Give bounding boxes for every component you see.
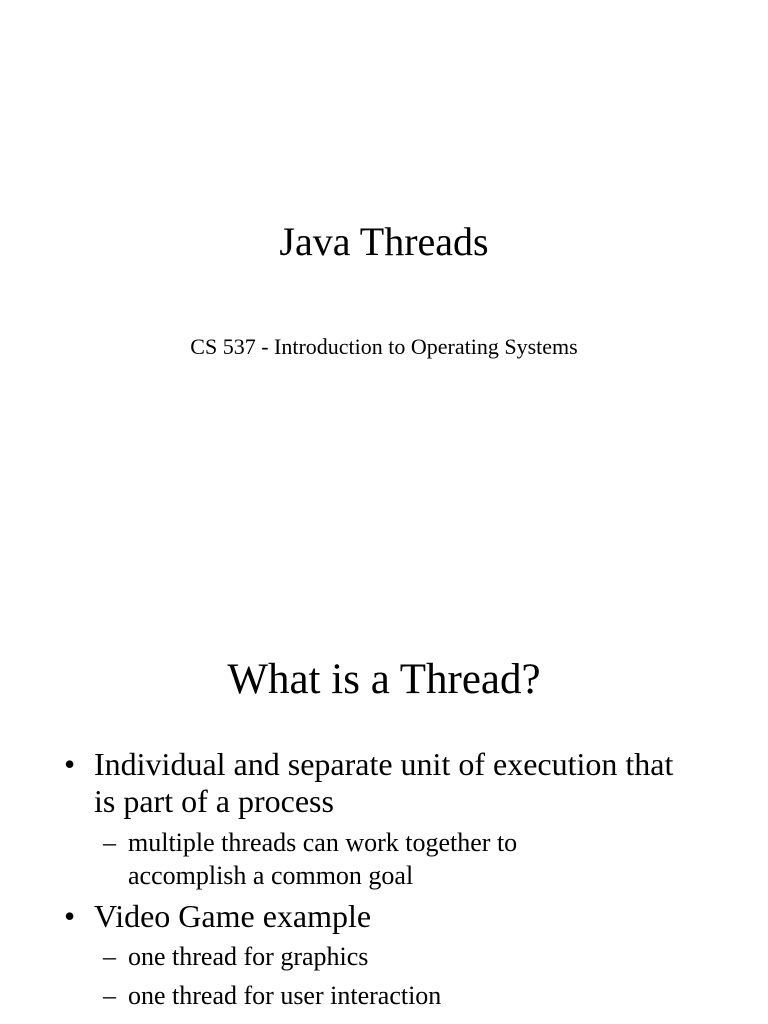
sub-bullet-text: multiple threads can work together to accomplish a common goal — [128, 828, 518, 890]
slide-subtitle: CS 537 - Introduction to Operating Systems — [190, 334, 578, 359]
slide-title: What is a Thread? — [227, 656, 541, 703]
sub-bullet-marker: – — [103, 981, 116, 1010]
sub-bullet-item — [103, 979, 608, 1012]
sub-bullet-item — [103, 940, 608, 973]
bullet-item — [64, 898, 694, 935]
sub-bullet-text: one thread for user interaction — [128, 981, 442, 1010]
bullet-marker: • — [64, 898, 76, 934]
sub-bullet-marker: – — [103, 942, 116, 971]
sub-bullet-text: one thread for graphics — [128, 942, 369, 971]
bullet-item — [64, 746, 694, 820]
sub-bullet-marker: – — [103, 828, 116, 857]
slide-title: Java Threads — [279, 219, 489, 264]
content-slide — [0, 580, 768, 1024]
bullet-text: Individual and separate unit of execution that is part of a process — [94, 746, 674, 819]
sub-bullet-item — [103, 826, 608, 892]
bullet-text: Video Game example — [94, 898, 372, 934]
bullet-list — [0, 746, 768, 1012]
bullet-marker: • — [64, 746, 76, 782]
